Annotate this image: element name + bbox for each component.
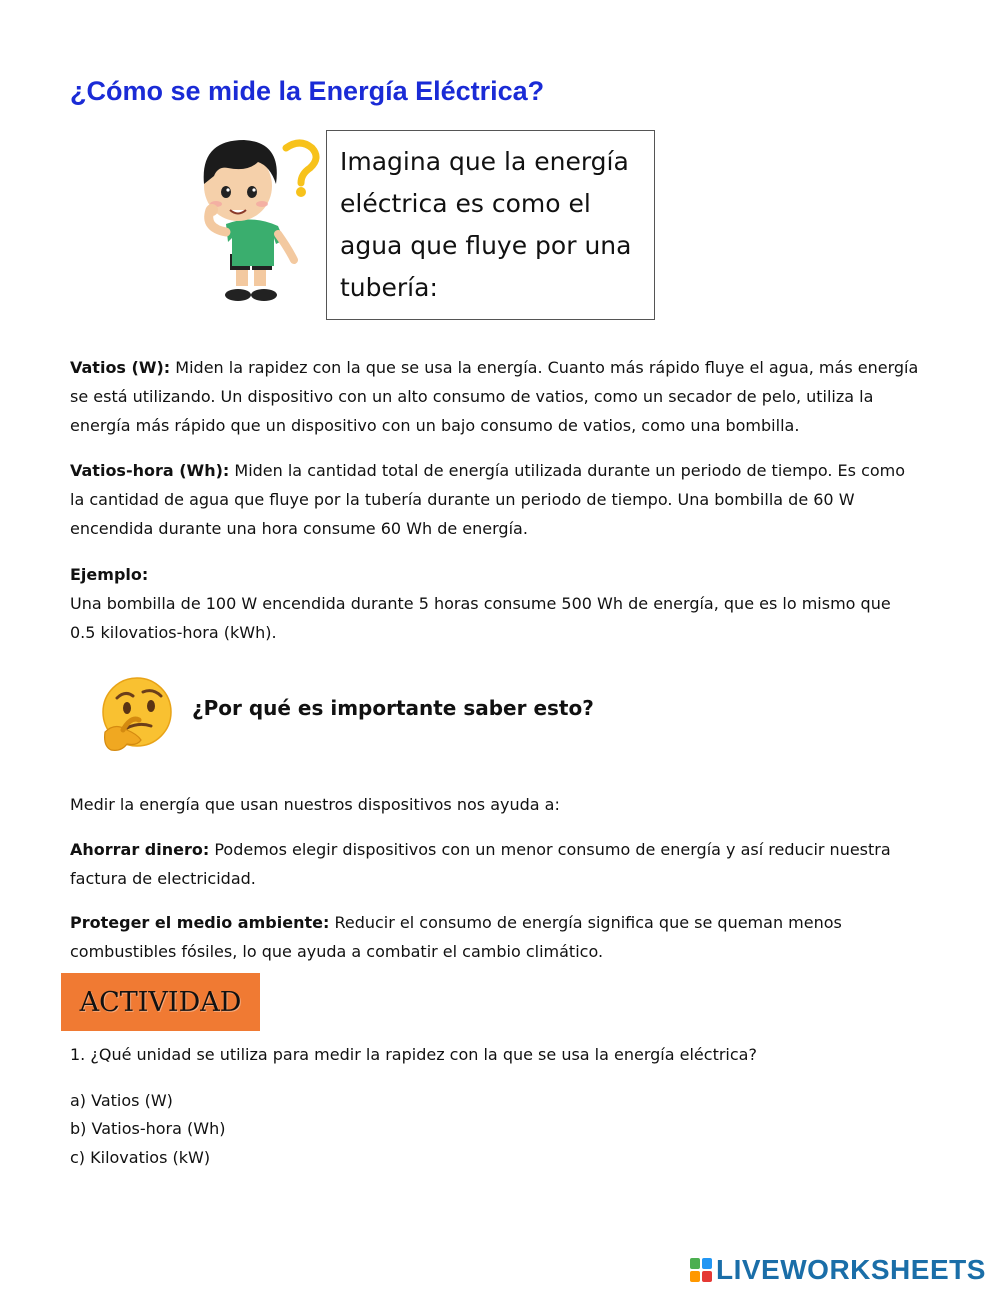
thinking-boy-icon xyxy=(192,136,322,306)
example-term: Ejemplo: xyxy=(70,565,149,584)
watts-text: Miden la rapidez con la que se usa la energía. Cuanto más rápido fluye el agua, más energía se está utilizando. Un dispositivo con un alto consumo de vatios, como un secador de pelo, utiliza la energía más rápido que un dispositivo con un bajo consumo de vatios, como una bombilla. xyxy=(70,358,919,435)
answer-option-b[interactable]: b) Vatios-hora (Wh) xyxy=(70,1119,226,1138)
watt-hours-term: Vatios-hora (Wh): xyxy=(70,461,230,480)
page-title: ¿Cómo se mide la Energía Eléctrica? xyxy=(70,76,545,106)
thinking-face-emoji-icon xyxy=(97,676,175,754)
liveworksheets-logo-icon xyxy=(690,1258,712,1282)
watts-definition xyxy=(70,353,920,440)
watt-hours-definition xyxy=(70,456,920,543)
activity-banner: ACTIVIDAD xyxy=(61,973,260,1031)
liveworksheets-logo[interactable] xyxy=(690,1255,986,1285)
protect-environment-text: Reducir el consumo de energía significa que se queman menos combustibles fósiles, lo que ayuda a combatir el cambio climático. xyxy=(70,913,842,961)
protect-environment-term: Proteger el medio ambiente: xyxy=(70,913,330,932)
answer-option-a[interactable]: a) Vatios (W) xyxy=(70,1091,173,1110)
logo-text: LIVEWORKSHEETS xyxy=(716,1254,986,1285)
question-1: 1. ¿Qué unidad se utiliza para medir la rapidez con la que se usa la energía eléctrica? xyxy=(70,1045,757,1064)
watts-term: Vatios (W): xyxy=(70,358,171,377)
protect-environment-item xyxy=(70,908,920,966)
save-money-text: Podemos elegir dispositivos con un menor consumo de energía y así reducir nuestra factura de electricidad. xyxy=(70,840,891,888)
watt-hours-text: Miden la cantidad total de energía utilizada durante un periodo de tiempo. Es como la cantidad de agua que fluye por la tubería durante un periodo de tiempo. Una bombilla de 60 W encendida durante una hora consume 60 Wh de energía. xyxy=(70,461,906,538)
importance-heading: ¿Por qué es importante saber esto? xyxy=(192,696,594,720)
save-money-item xyxy=(70,835,920,893)
save-money-term: Ahorrar dinero: xyxy=(70,840,210,859)
intro-text: Medir la energía que usan nuestros dispositivos nos ayuda a: xyxy=(70,795,560,814)
water-analogy-callout: Imagina que la energía eléctrica es como el agua que fluye por una tubería: xyxy=(326,130,655,320)
answer-option-c[interactable]: c) Kilovatios (kW) xyxy=(70,1148,211,1167)
example-block xyxy=(70,560,920,647)
example-text: Una bombilla de 100 W encendida durante 5 horas consume 500 Wh de energía, que es lo mismo que 0.5 kilovatios-hora (kWh). xyxy=(70,594,891,642)
